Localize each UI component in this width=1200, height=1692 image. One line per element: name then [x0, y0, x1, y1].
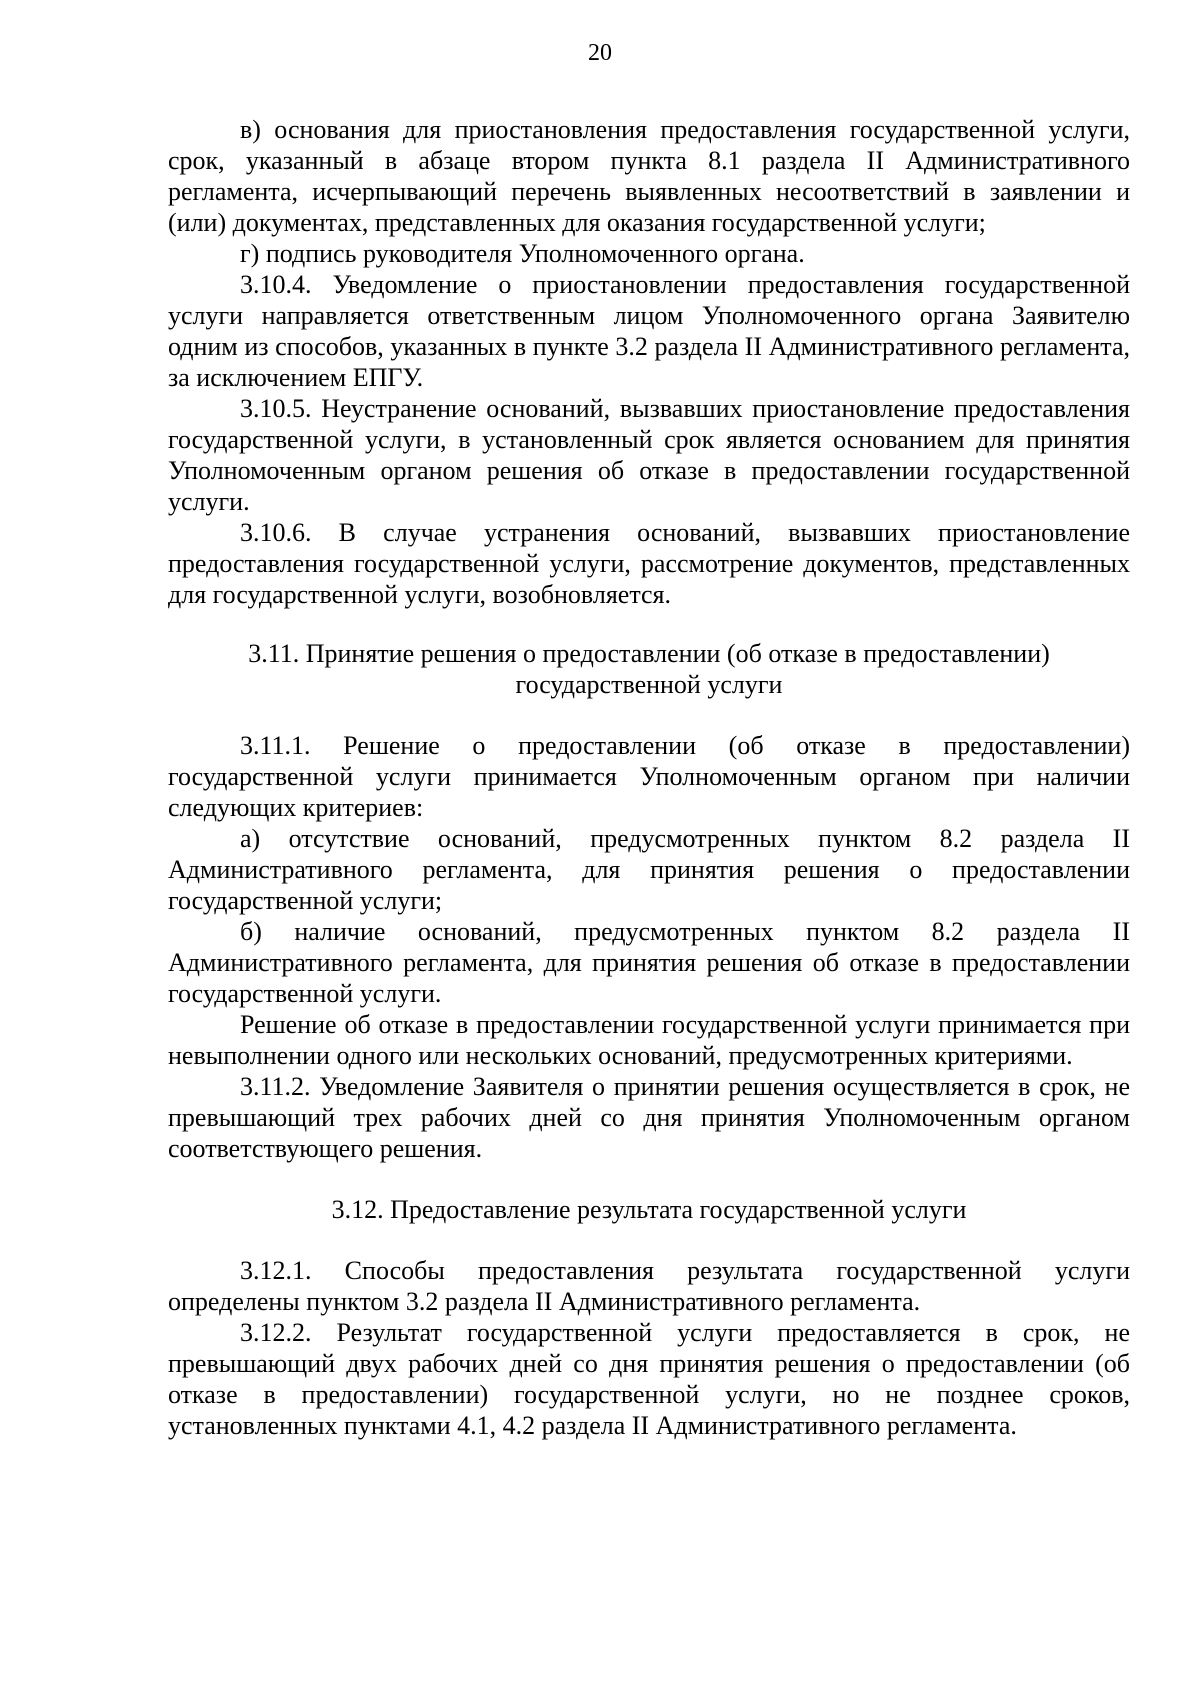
paragraph-criterion-b: б) наличие оснований, предусмотренных пунктом 8.2 раздела II Административного регламента, для принятия решения об отказе в предоставлении государственной услуги.: [168, 917, 1130, 1008]
paragraph-3-12-1: 3.12.1. Способы предоставления результата государственной услуги определены пунктом 3.2 раздела II Административного регламента.: [168, 1256, 1130, 1316]
section-heading-3-11-line1: 3.11. Принятие решения о предоставлении (об отказе в предоставлении): [248, 639, 1050, 668]
section-heading-3-12: 3.12. Предоставление результата государственной услуги: [331, 1195, 967, 1224]
paragraph-3-10-4: 3.10.4. Уведомление о приостановлении предоставления государственной услуги направляется ответственным лицом Уполномоченного органа Заявителю одним из способов, указанных в пункте 3.2 раздела II Административного регламента, за исключением ЕПГУ.: [168, 270, 1130, 392]
section-heading-3-11-line2: государственной услуги: [515, 670, 783, 699]
paragraph-3-10-6: 3.10.6. В случае устранения оснований, вызвавших приостановление предоставления государственной услуги, рассмотрение документов, представленных для государственной услуги, возобновляется.: [168, 518, 1130, 609]
paragraph-criterion-a: а) отсутствие оснований, предусмотренных пунктом 8.2 раздела II Административного регламента, для принятия решения о предоставлении государственной услуги;: [168, 824, 1130, 915]
paragraph-3-11-1: 3.11.1. Решение о предоставлении (об отказе в предоставлении) государственной услуги принимается Уполномоченным органом при наличии следующих критериев:: [168, 731, 1130, 822]
paragraph-refusal-decision: Решение об отказе в предоставлении государственной услуги принимается при невыполнении одного или нескольких оснований, предусмотренных критериями.: [168, 1010, 1130, 1070]
document-body: [168, 114, 1130, 1441]
paragraph-grounds-suspension: в) основания для приостановления предоставления государственной услуги, срок, указанный в абзаце втором пункта 8.1 раздела II Административного регламента, исчерпывающий перечень выявленных несоответствий в заявлении и (или) документах, представленных для оказания государственной услуги;: [168, 115, 1130, 237]
paragraph-3-11-2: 3.11.2. Уведомление Заявителя о принятии решения осуществляется в срок, не превышающий трех рабочих дней со дня принятия Уполномоченным органом соответствующего решения.: [168, 1072, 1130, 1163]
page-number: 20: [588, 40, 612, 66]
section-heading-3-11: [168, 638, 1130, 700]
paragraph-3-10-5: 3.10.5. Неустранение оснований, вызвавших приостановление предоставления государственной услуги, в установленный срок является основанием для принятия Уполномоченным органом решения об отказе в предоставлении государственной услуги.: [168, 394, 1130, 516]
paragraph-3-12-2: 3.12.2. Результат государственной услуги предоставляется в срок, не превышающий двух рабочих дней со дня принятия решения о предоставлении (об отказе в предоставлении) государственной услуги, но не позднее сроков, установленных пунктами 4.1, 4.2 раздела II Административного регламента.: [168, 1318, 1130, 1440]
paragraph-signature: г) подпись руководителя Уполномоченного органа.: [240, 239, 805, 268]
